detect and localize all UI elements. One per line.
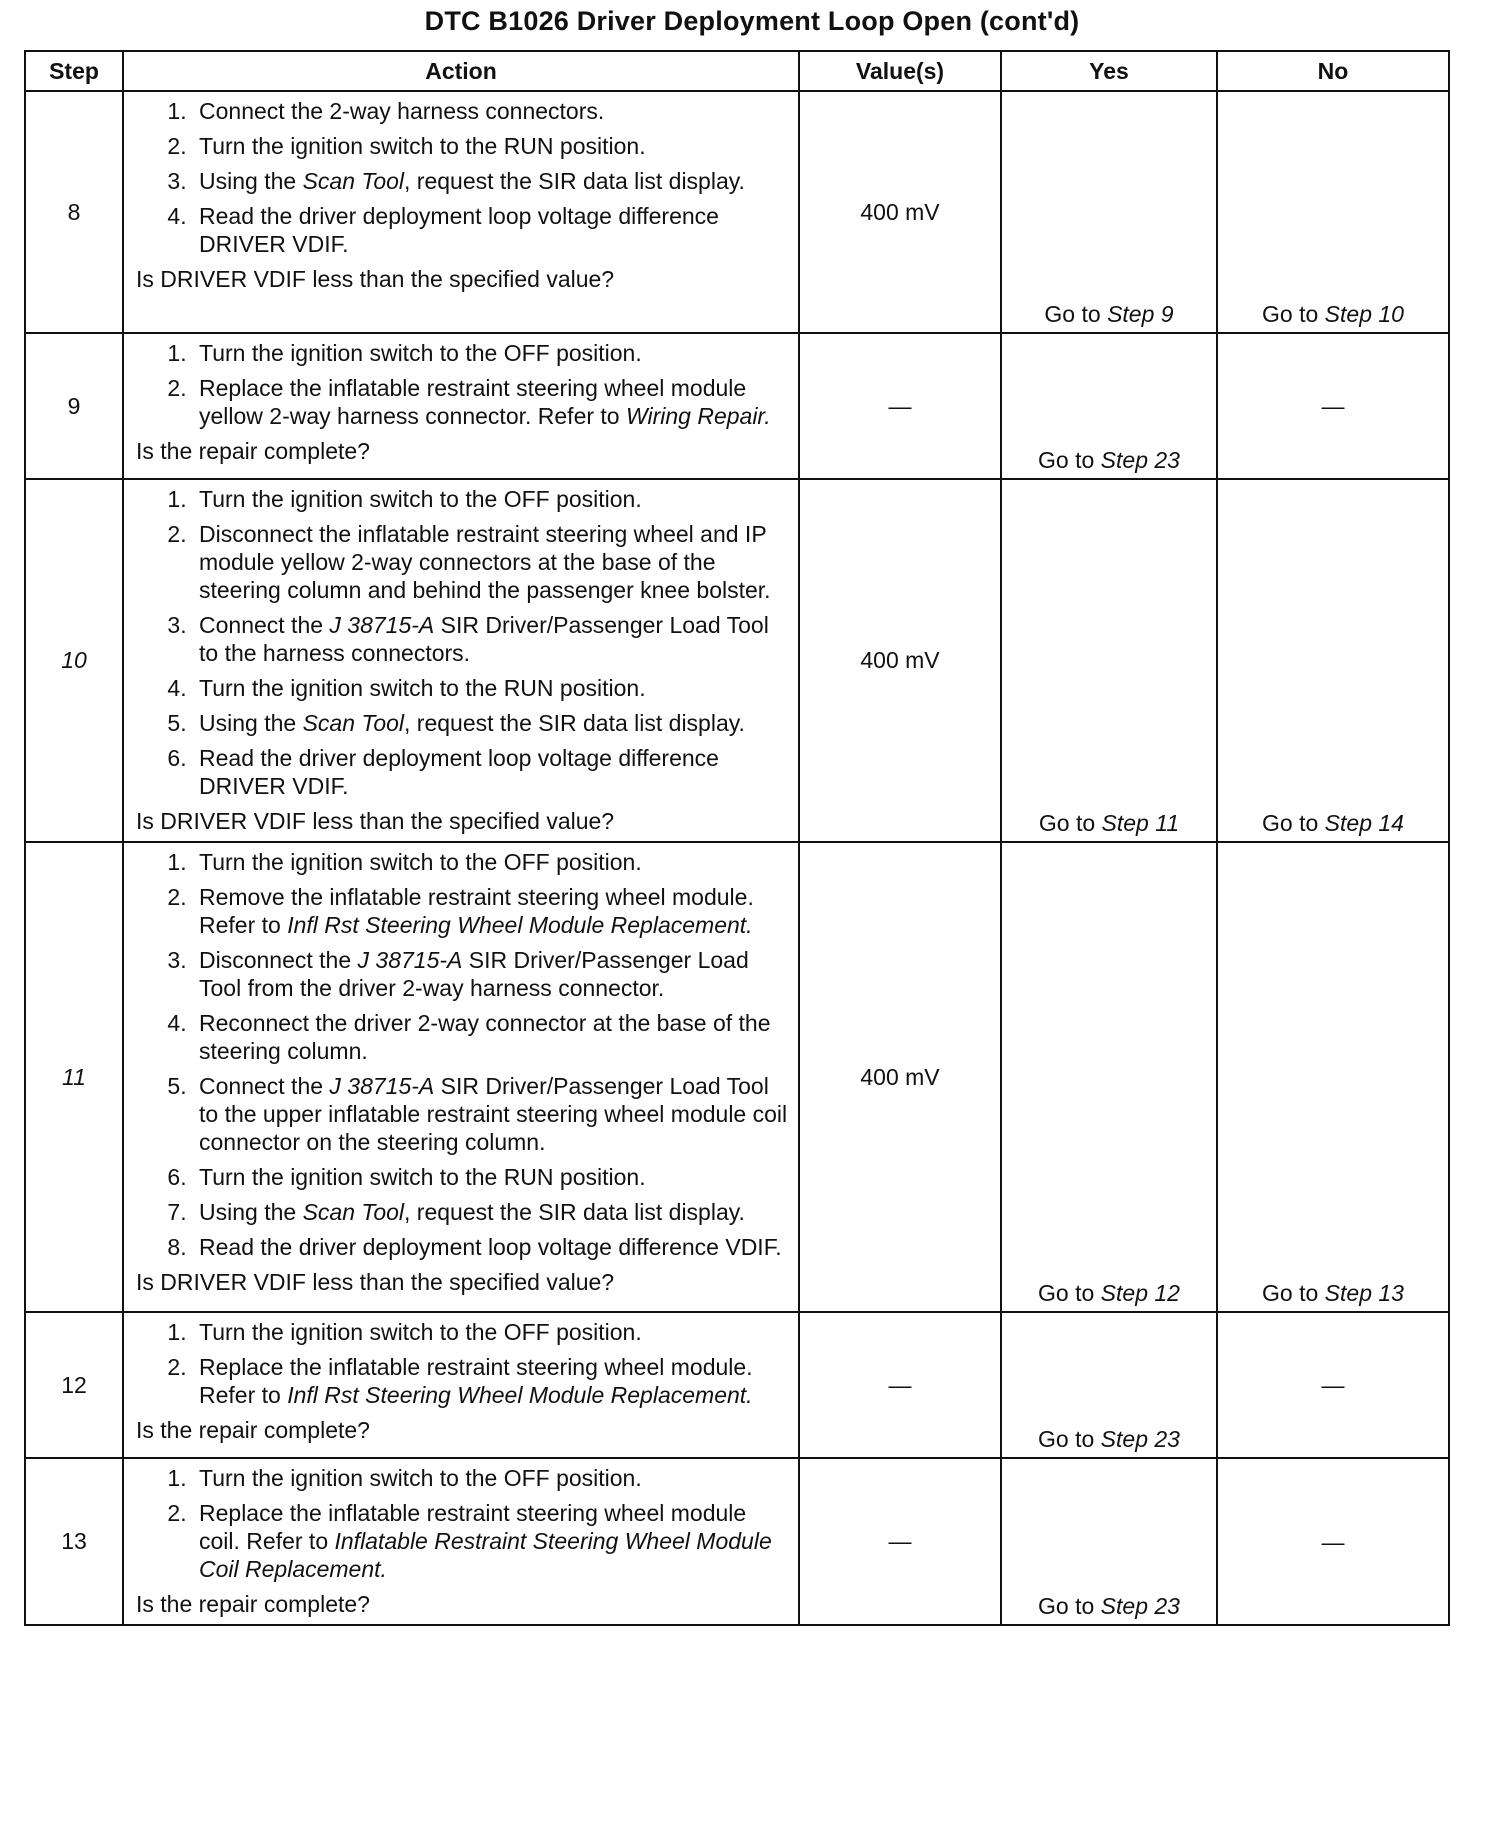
action-cell	[123, 479, 799, 842]
action-step	[193, 202, 790, 258]
action-step	[193, 709, 790, 737]
step-text: SIR Driver/Passenger Load Tool from the driver 2-way harness connector.	[199, 947, 749, 1001]
table-header-row	[25, 51, 1449, 91]
no-goto-label: Go to	[1262, 301, 1325, 327]
yes-step-reference: Step 11	[1101, 810, 1180, 836]
step-text: SIR Driver/Passenger Load Tool to the upper inflatable restraint steering wheel module coil connector on the steering column.	[199, 1073, 788, 1155]
step-text: Disconnect the	[199, 947, 358, 973]
no-not-applicable: —	[1321, 1528, 1345, 1555]
no-cell	[1217, 842, 1449, 1312]
no-goto-label: Go to	[1262, 810, 1325, 836]
step-text: Turn the ignition switch to the OFF position.	[199, 340, 642, 366]
value-cell: —	[799, 333, 1001, 479]
table-row	[25, 333, 1449, 479]
step-text: Replace the inflatable restraint steering wheel module yellow 2-way harness connector. Refer to	[199, 375, 747, 429]
reference-text: Infl Rst Steering Wheel Module Replacement.	[287, 1382, 753, 1408]
action-step	[193, 848, 790, 876]
header-no: No	[1217, 51, 1449, 91]
action-step	[193, 744, 790, 800]
yes-cell	[1001, 1312, 1217, 1458]
step-text: Turn the ignition switch to the RUN position.	[199, 675, 646, 701]
action-steps-list	[136, 848, 790, 1261]
reference-text: J 38715-A	[329, 1073, 435, 1099]
action-step	[193, 946, 790, 1002]
step-text: Connect the 2-way harness connectors.	[199, 98, 605, 124]
step-text: SIR Driver/Passenger Load Tool to the harness connectors.	[199, 612, 769, 666]
step-question: Is the repair complete?	[136, 1417, 370, 1443]
step-number: 12	[25, 1312, 123, 1458]
reference-text: J 38715-A	[357, 947, 463, 973]
step-number: 9	[25, 333, 123, 479]
step-text: Disconnect the inflatable restraint steering wheel and IP module yellow 2-way connectors at the base of the steering column and behind the passenger knee bolster.	[199, 521, 771, 603]
step-question: Is DRIVER VDIF less than the specified value?	[136, 808, 615, 834]
action-steps-list	[136, 97, 790, 258]
action-step	[193, 132, 790, 160]
step-number: 10	[25, 479, 123, 842]
yes-cell	[1001, 1458, 1217, 1625]
action-step	[193, 611, 790, 667]
table-row	[25, 842, 1449, 1312]
action-step	[193, 883, 790, 939]
step-text: Turn the ignition switch to the RUN position.	[199, 1164, 646, 1190]
step-text: Using the	[199, 168, 303, 194]
value-cell: 400 mV	[799, 91, 1001, 333]
no-not-applicable: —	[1321, 393, 1345, 419]
no-cell	[1217, 1458, 1449, 1625]
action-cell	[123, 1458, 799, 1625]
yes-goto-label: Go to	[1038, 1280, 1101, 1306]
step-text: Using the	[199, 1199, 303, 1225]
yes-step-reference: Step 23	[1100, 1426, 1180, 1452]
step-text: Replace the inflatable restraint steering wheel module coil. Refer to	[199, 1500, 747, 1554]
yes-cell	[1001, 842, 1217, 1312]
reference-text: Wiring Repair.	[625, 403, 771, 429]
step-question: Is the repair complete?	[136, 438, 370, 464]
table-row	[25, 1312, 1449, 1458]
header-action: Action	[123, 51, 799, 91]
step-text: Turn the ignition switch to the OFF position.	[199, 486, 642, 512]
step-text: Turn the ignition switch to the OFF position.	[199, 849, 642, 875]
step-number: 11	[25, 842, 123, 1312]
step-text: Reconnect the driver 2-way connector at the base of the steering column.	[199, 1010, 771, 1064]
header-step: Step	[25, 51, 123, 91]
step-text: , request the SIR data list display.	[404, 710, 745, 736]
yes-step-reference: Step 9	[1107, 301, 1174, 327]
action-step	[193, 485, 790, 513]
yes-cell	[1001, 333, 1217, 479]
action-step	[193, 1072, 790, 1156]
no-cell	[1217, 333, 1449, 479]
step-text: Turn the ignition switch to the RUN position.	[199, 133, 646, 159]
step-text: , request the SIR data list display.	[404, 168, 745, 194]
no-cell	[1217, 1312, 1449, 1458]
yes-goto-label: Go to	[1038, 810, 1102, 836]
step-text: Turn the ignition switch to the OFF position.	[199, 1465, 642, 1491]
yes-step-reference: Step 23	[1100, 447, 1180, 473]
yes-goto-label: Go to	[1044, 301, 1108, 327]
action-step	[193, 1198, 790, 1226]
header-yes: Yes	[1001, 51, 1217, 91]
step-question: Is DRIVER VDIF less than the specified value?	[136, 266, 615, 292]
no-cell	[1217, 479, 1449, 842]
step-text: Read the driver deployment loop voltage difference DRIVER VDIF.	[199, 203, 719, 257]
reference-text: Inflatable Restraint Steering Wheel Module Coil Replacement.	[199, 1528, 772, 1582]
value-cell: 400 mV	[799, 842, 1001, 1312]
action-cell	[123, 842, 799, 1312]
action-steps-list	[136, 1464, 790, 1583]
action-step	[193, 520, 790, 604]
reference-text: J 38715-A	[329, 612, 435, 638]
yes-step-reference: Step 12	[1100, 1280, 1180, 1306]
action-steps-list	[136, 339, 790, 430]
step-number: 8	[25, 91, 123, 333]
yes-goto-label: Go to	[1038, 1593, 1101, 1619]
step-text: , request the SIR data list display.	[404, 1199, 745, 1225]
step-text: Connect the	[199, 1073, 330, 1099]
step-text: Remove the inflatable restraint steering wheel module. Refer to	[199, 884, 754, 938]
action-steps-list	[136, 1318, 790, 1409]
table-body	[25, 91, 1449, 1625]
step-number: 13	[25, 1458, 123, 1625]
action-step	[193, 1318, 790, 1346]
table-row	[25, 1458, 1449, 1625]
step-text: Replace the inflatable restraint steering wheel module. Refer to	[199, 1354, 753, 1408]
action-step	[193, 1009, 790, 1065]
no-step-reference: Step 14	[1324, 810, 1404, 836]
no-step-reference: Step 10	[1324, 301, 1404, 327]
action-step	[193, 1233, 790, 1261]
no-not-applicable: —	[1321, 1372, 1345, 1398]
action-step	[193, 1163, 790, 1191]
action-step	[193, 97, 790, 125]
step-question: Is DRIVER VDIF less than the specified value?	[136, 1269, 615, 1295]
action-step	[193, 1499, 790, 1583]
step-text: Using the	[199, 710, 303, 736]
value-cell: 400 mV	[799, 479, 1001, 842]
header-value: Value(s)	[799, 51, 1001, 91]
value-cell: —	[799, 1458, 1001, 1625]
yes-cell	[1001, 479, 1217, 842]
table-row	[25, 479, 1449, 842]
page-title: DTC B1026 Driver Deployment Loop Open (cont'd)	[424, 6, 1080, 36]
action-cell	[123, 91, 799, 333]
no-cell	[1217, 91, 1449, 333]
yes-cell	[1001, 91, 1217, 333]
action-cell	[123, 333, 799, 479]
step-text: Read the driver deployment loop voltage difference DRIVER VDIF.	[199, 745, 719, 799]
value-cell: —	[799, 1312, 1001, 1458]
reference-text: Scan Tool	[302, 168, 405, 194]
action-cell	[123, 1312, 799, 1458]
step-text: Connect the	[199, 612, 330, 638]
no-step-reference: Step 13	[1324, 1280, 1404, 1306]
table-row	[25, 91, 1449, 333]
action-step	[193, 374, 790, 430]
action-step	[193, 339, 790, 367]
yes-step-reference: Step 23	[1100, 1593, 1180, 1619]
action-steps-list	[136, 485, 790, 800]
action-step	[193, 1464, 790, 1492]
step-text: Turn the ignition switch to the OFF position.	[199, 1319, 642, 1345]
action-step	[193, 167, 790, 195]
yes-goto-label: Go to	[1038, 447, 1101, 473]
action-step	[193, 674, 790, 702]
reference-text: Scan Tool	[302, 710, 405, 736]
reference-text: Infl Rst Steering Wheel Module Replacement.	[287, 912, 753, 938]
action-step	[193, 1353, 790, 1409]
step-text: Read the driver deployment loop voltage difference VDIF.	[199, 1234, 782, 1260]
no-goto-label: Go to	[1262, 1280, 1325, 1306]
step-question: Is the repair complete?	[136, 1591, 370, 1617]
diagnostic-table	[24, 50, 1450, 1626]
yes-goto-label: Go to	[1038, 1426, 1101, 1452]
reference-text: Scan Tool	[302, 1199, 405, 1225]
